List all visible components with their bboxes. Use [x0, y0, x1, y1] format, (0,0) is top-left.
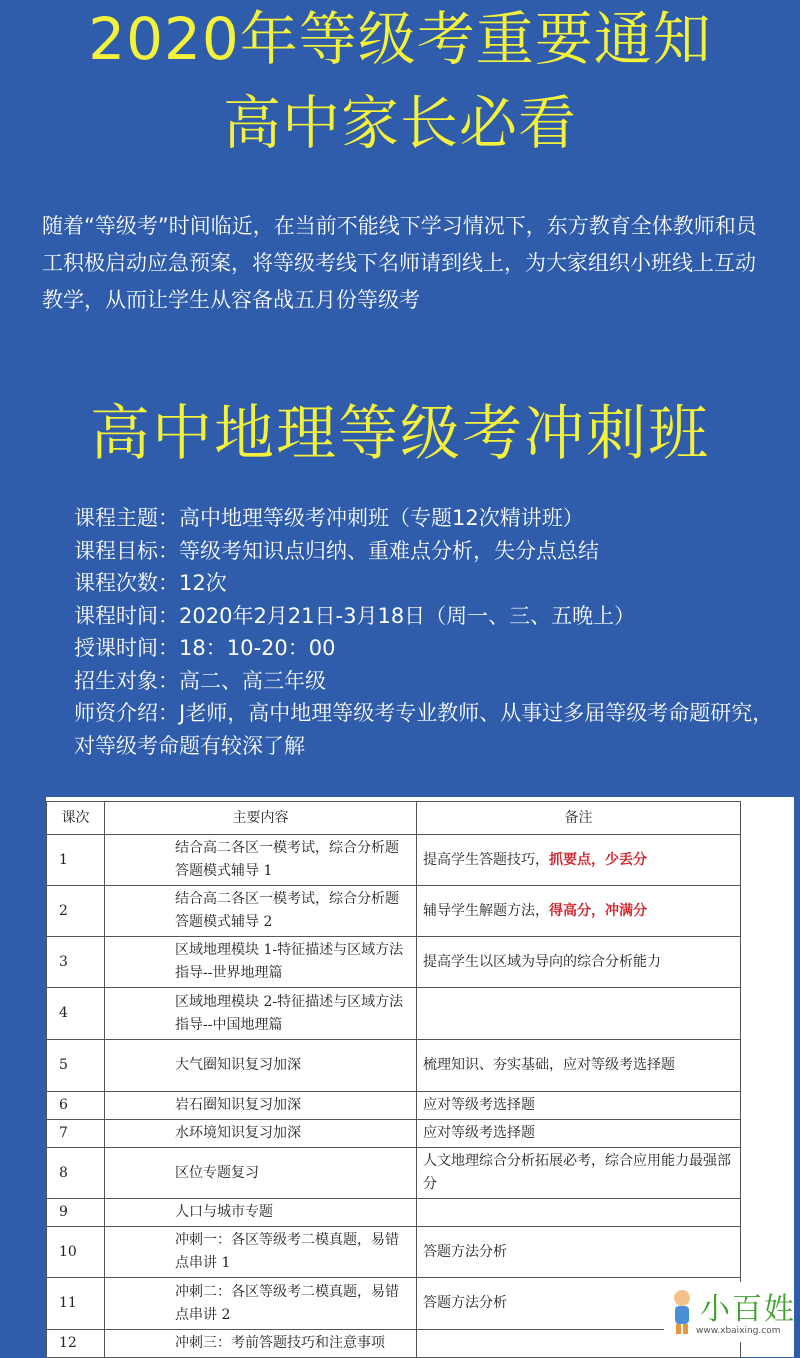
- info-label: 招生对象：: [74, 668, 179, 693]
- session-content: 区域地理模块 2-特征描述与区域方法指导--中国地理篇: [105, 988, 417, 1040]
- course-schedule-table: [46, 801, 741, 1358]
- table-row: [47, 1330, 741, 1358]
- session-number: 4: [47, 988, 105, 1040]
- table-row: [47, 1278, 741, 1330]
- info-label: 课程次数：: [74, 571, 179, 595]
- session-content: 结合高二各区一模考试，综合分析题答题模式辅导 1: [105, 835, 417, 886]
- session-note: [417, 988, 741, 1040]
- info-label: 课程主题：: [74, 506, 179, 530]
- session-content: 大气圈知识复习加深: [105, 1040, 417, 1092]
- info-topic: [74, 502, 774, 535]
- info-value: 高二、高三年级: [179, 668, 326, 693]
- info-value: J老师，高中地理等级考专业教师、从事过多届等级考命题研究，对等级考命题有较深了解: [74, 701, 774, 758]
- table-row: [47, 1040, 741, 1092]
- table-row: [47, 1227, 741, 1278]
- course-title: 高中地理等级考冲刺班: [90, 399, 710, 469]
- session-note: [417, 886, 741, 937]
- session-number: 10: [47, 1227, 105, 1278]
- note-text: 提高学生以区域为导向的综合分析能力: [423, 953, 661, 970]
- info-label: 授课时间：: [74, 636, 179, 660]
- session-note: [417, 1120, 741, 1148]
- watermark-url: www.xbaixing.com: [696, 1326, 781, 1336]
- note-text: 提高学生答题技巧，: [423, 851, 549, 868]
- note-highlight: 抓要点，少丢分: [549, 851, 647, 868]
- table-row: [47, 1199, 741, 1227]
- session-note: [417, 1199, 741, 1227]
- session-number: 5: [47, 1040, 105, 1092]
- session-content: 区域地理模块 1-特征描述与区域方法指导--世界地理篇: [105, 937, 417, 988]
- table-row: [47, 1148, 741, 1199]
- session-note: [417, 835, 741, 886]
- note-text: 梳理知识、夯实基础，应对等级考选择题: [423, 1057, 675, 1073]
- info-label: 师资介绍：: [74, 701, 179, 725]
- session-number: 9: [47, 1199, 105, 1227]
- note-text: 辅导学生解题方法，: [423, 902, 549, 919]
- info-value: 12次: [179, 571, 227, 595]
- table-row: [47, 988, 741, 1040]
- session-note: [417, 1227, 741, 1278]
- session-note: [417, 937, 741, 988]
- session-content: 冲刺三：考前答题技巧和注意事项: [105, 1330, 417, 1358]
- table-header-row: [47, 802, 741, 835]
- session-content: 结合高二各区一模考试，综合分析题答题模式辅导 2: [105, 886, 417, 937]
- note-highlight: 得高分，冲满分: [549, 902, 647, 919]
- schedule-panel: [46, 797, 794, 1357]
- session-number: 2: [47, 886, 105, 937]
- note-text: 人文地理综合分析拓展必考，综合应用能力最强部分: [423, 1153, 731, 1192]
- table-row: [47, 835, 741, 886]
- note-text: 答题方法分析: [423, 1295, 507, 1311]
- note-text: 应对等级考选择题: [423, 1125, 535, 1141]
- table-row: [47, 937, 741, 988]
- session-number: 8: [47, 1148, 105, 1199]
- info-label: 课程目标：: [74, 538, 179, 563]
- session-content: 冲刺二：各区等级考二模真题，易错点串讲 2: [105, 1278, 417, 1330]
- header-session: 课次: [47, 802, 105, 835]
- info-dates: [74, 600, 774, 633]
- session-number: 7: [47, 1120, 105, 1148]
- page-title-line1: 2020年等级考重要通知: [88, 5, 712, 73]
- info-target: [74, 665, 774, 698]
- session-note: [417, 1040, 741, 1092]
- session-content: 冲刺一：各区等级考二模真题，易错点串讲 1: [105, 1227, 417, 1278]
- info-label: 课程时间：: [74, 603, 179, 628]
- table-row: [47, 1120, 741, 1148]
- note-text: 答题方法分析: [423, 1243, 507, 1260]
- info-teacher: [74, 697, 774, 762]
- intro-paragraph: 随着“等级考”时间临近，在当前不能线下学习情况下，东方教育全体教师和员工积极启动应急预案，将等级考线下名师请到线上，为大家组织小班线上互动教学，从而让学生从容备战五月份等级考: [42, 214, 757, 312]
- session-content: 区位专题复习: [105, 1148, 417, 1199]
- table-row: [47, 1092, 741, 1120]
- session-number: 6: [47, 1092, 105, 1120]
- info-goal: [74, 535, 774, 568]
- session-note: [417, 1092, 741, 1120]
- info-value: 2020年2月21日-3月18日（周一、三、五晚上）: [179, 603, 636, 628]
- session-content: 岩石圈知识复习加深: [105, 1092, 417, 1120]
- note-text: 应对等级考选择题: [423, 1097, 535, 1113]
- course-info: [74, 502, 774, 762]
- mascot-icon: [670, 1288, 694, 1336]
- info-value: 高中地理等级考冲刺班（专题12次精讲班）: [179, 506, 584, 530]
- session-number: 3: [47, 937, 105, 988]
- info-value: 等级考知识点归纳、重难点分析，失分点总结: [179, 538, 599, 563]
- session-note: [417, 1148, 741, 1199]
- watermark-brand: 小百姓: [700, 1292, 796, 1327]
- session-content: 人口与城市专题: [105, 1199, 417, 1227]
- watermark-logo: [664, 1282, 794, 1342]
- header-note: 备注: [417, 802, 741, 835]
- info-sessions: [74, 567, 774, 600]
- session-content: 水环境知识复习加深: [105, 1120, 417, 1148]
- session-number: 1: [47, 835, 105, 886]
- table-row: [47, 886, 741, 937]
- info-time: [74, 632, 774, 665]
- session-number: 11: [47, 1278, 105, 1330]
- page-title-line2: 高中家长必看: [222, 89, 577, 157]
- session-number: 12: [47, 1330, 105, 1358]
- info-value: 18：10-20：00: [179, 636, 336, 660]
- header-content: 主要内容: [105, 802, 417, 835]
